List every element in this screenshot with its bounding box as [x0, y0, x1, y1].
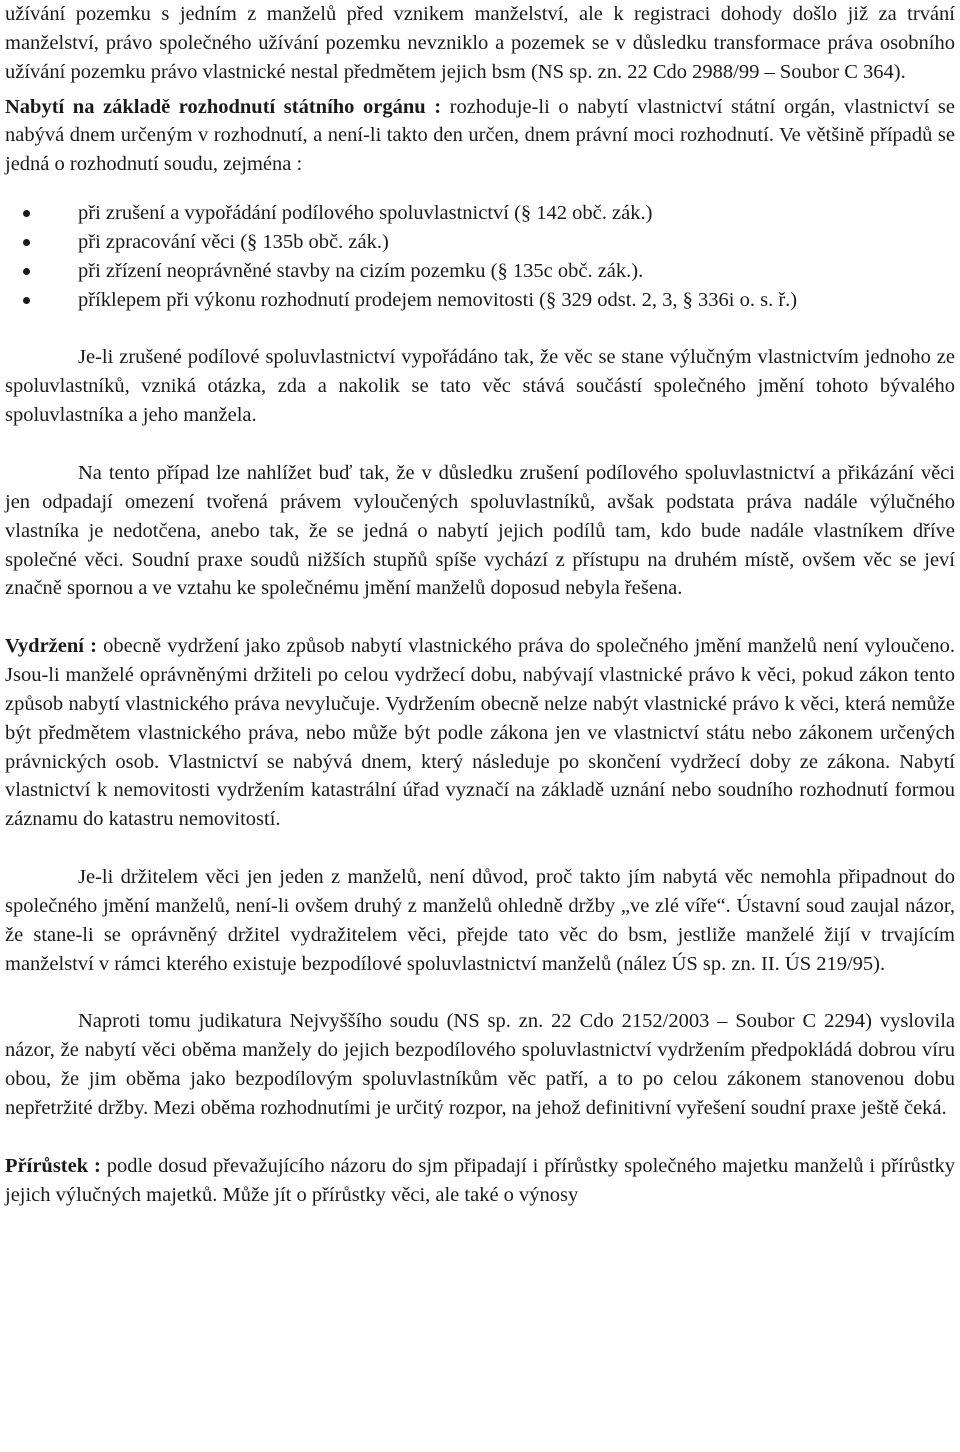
list-item: při zrušení a vypořádání podílového spoluvlastnictví (§ 142 obč. zák.) — [5, 199, 955, 228]
bullet-icon — [23, 297, 30, 304]
paragraph-continuation: užívání pozemku s jedním z manželů před vznikem manželství, ale k registraci dohody došlo již za trvání manželství, právo společného užívání pozemku nevzniklo a pozemek se v důsledku transformace práva osobního užívání pozemku právo vlastnické nestal předmětem jejich bsm (NS sp. zn. 22 Cdo 2988/99 – Soubor C 364). — [5, 3, 955, 83]
list-item: při zpracování věci (§ 135b obč. zák.) — [5, 228, 955, 257]
spacer — [5, 834, 955, 863]
paragraph-state-decision — [5, 93, 955, 180]
bullet-icon — [23, 210, 30, 217]
paragraph-single-holder: Je-li držitelem věci jen jeden z manželů, není důvod, proč takto jím nabytá věc nemohla připadnout do společného jmění manželů, není-li ovšem druhý z manželů ohledně držby „ve zlé víře“. Ústavní soud zaujal názor, že stane-li se oprávněný držitel vydražitelem věci, přejde tato věc do bsm, jestliže manželé žijí v trvajícím manželství v rámci kterého existuje bezpodílové spoluvlastnictví manželů (nález ÚS sp. zn. II. ÚS 219/95). — [5, 866, 955, 975]
text-prescription: obecně vydržení jako způsob nabytí vlastnického práva do společného jmění manželů není vyloučeno. Jsou-li manželé oprávněnými držiteli po celou vydržecí dobu, nabývají vlastnické právo k věci, pokud zákon tento způsob nabytí vlastnického práva nevylučuje. Vydržením obecně nelze nabýt vlastnické právo k věci, která nemůže být předmětem vlastnického práva, nebo může být podle zákona jen ve vlastnictví státu nebo zákonem určených právnických osob. Vlastnictví se nabývá dnem, který následuje po skončení vydržecí doby ze zákona. Nabytí vlastnictví k nemovitosti vydržením katastrální úřad vyznačí na základě uznání nebo soudního rozhodnutí formou záznamu do katastru nemovitostí. — [5, 635, 956, 831]
heading-prescription: Vydržení : — [5, 635, 97, 658]
document-page — [5, 0, 955, 1210]
spacer — [5, 1123, 955, 1152]
spacer — [5, 314, 955, 343]
spacer — [5, 603, 955, 632]
text-state-decision: rozhoduje-li o nabytí vlastnictví státní orgán, vlastnictví se nabývá dnem určeným v rozhodnutí, a není-li takto den určen, dnem právní moci rozhodnutí. Ve většině případů se jedná o rozhodnutí soudu, zejména : — [5, 95, 955, 176]
spacer — [5, 978, 955, 1007]
text-accretion: podle dosud převažujícího názoru do sjm připadají i přírůstky společného majetku manželů i přírůstky jejich výlučných majetků. Může jít o přírůstky věci, ale také o výnosy — [5, 1154, 955, 1206]
spacer — [5, 430, 955, 459]
bullet-icon — [23, 239, 30, 246]
paragraph-supreme-court: Naproti tomu judikatura Nejvyššího soudu (NS sp. zn. 22 Cdo 2152/2003 – Soubor C 2294) vyslovila názor, že nabytí věci oběma manžely do jejich bezpodílového spoluvlastnictví vydržením předpokládá dobrou víru obou, že jim oběma jako bezpodílovým spoluvlastníkům věc patří, a to po celou zákonem stanovenou dobu nepřetržité držby. Mezi oběma rozhodnutími je určitý rozpor, na jehož definitivní vyřešení soudní praxe ještě čeká. — [5, 1010, 955, 1119]
bullet-icon — [23, 268, 30, 275]
list-item: při zřízení neoprávněné stavby na cizím pozemku (§ 135c obč. zák.). — [5, 257, 955, 286]
heading-state-decision: Nabytí na základě rozhodnutí státního orgánu : — [5, 95, 442, 118]
paragraph-partition: Je-li zrušené podílové spoluvlastnictví vypořádáno tak, že věc se stane výlučným vlastnictvím jednoho ze spoluvlastníků, vzniká otázka, zda a nakolik se tato věc stává součástí společného jmění tohoto bývalého spoluvlastníka a jeho manžela. — [5, 346, 955, 427]
paragraph-interpretation: Na tento případ lze nahlížet buď tak, že v důsledku zrušení podílového spoluvlastnictví a přikázání věci jen odpadají omezení tvořená právem vyloučených spoluvlastníků, avšak podstata práva nadále výlučného vlastníka je nedotčena, anebo tak, že se jedná o nabytí jejich podílů tam, kdo bude nadále vlastníkem dříve společné věci. Soudní praxe soudů nižších stupňů spíše vychází z přístupu na druhém místě, ovšem věc se jeví značně spornou a ve vztahu ke společnému jmění manželů doposud nebyla řešena. — [5, 461, 955, 600]
bullet-list — [5, 199, 955, 314]
paragraph-accretion — [5, 1152, 955, 1210]
heading-accretion: Přírůstek : — [5, 1154, 101, 1177]
list-item: příklepem při výkonu rozhodnutí prodejem nemovitosti (§ 329 odst. 2, 3, § 336i o. s. ř.) — [5, 286, 955, 315]
paragraph-prescription — [5, 632, 955, 834]
spacer — [5, 179, 955, 199]
